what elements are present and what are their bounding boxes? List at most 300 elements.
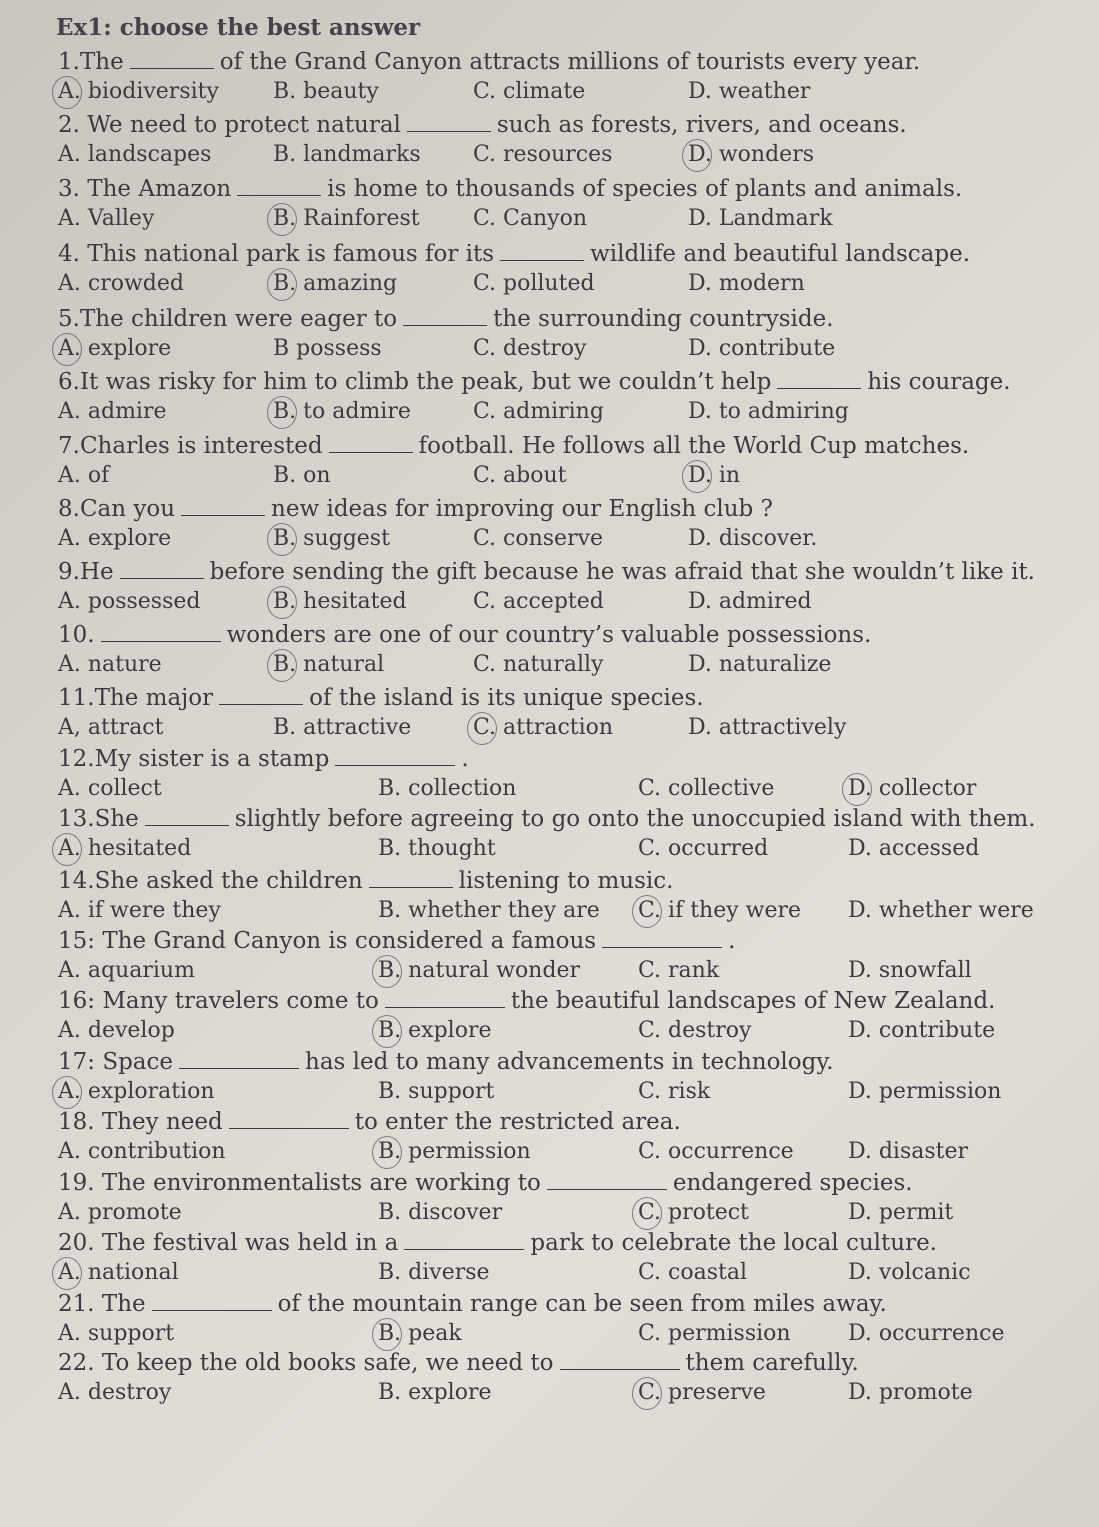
question-text-before-blank: 13.She	[58, 806, 139, 832]
selected-answer-circle	[267, 396, 297, 429]
question-text-before-blank: 14.She asked the children	[58, 868, 363, 894]
option-d[interactable]	[688, 206, 833, 231]
option-label: A. national	[58, 1260, 179, 1285]
option-b[interactable]	[378, 776, 516, 801]
option-b[interactable]	[273, 79, 379, 104]
option-label: C. conserve	[473, 526, 604, 551]
answer-blank[interactable]	[229, 1108, 349, 1129]
option-label: B. amazing	[273, 271, 398, 296]
question-text-after-blank: park to celebrate the local culture.	[530, 1230, 937, 1256]
question-19	[58, 1169, 1088, 1231]
option-label: C. coastal	[638, 1260, 748, 1285]
option-b[interactable]	[378, 1139, 531, 1164]
selected-answer-circle	[52, 1257, 82, 1290]
option-label: A. support	[58, 1321, 175, 1346]
answer-blank[interactable]	[602, 927, 722, 948]
question-12	[58, 745, 1088, 807]
option-label: B. Rainforest	[273, 206, 420, 231]
option-a[interactable]	[58, 1079, 215, 1104]
option-label: A. possessed	[58, 589, 201, 614]
option-label: C. collective	[638, 776, 775, 801]
option-label: C. attraction	[473, 715, 614, 740]
option-b[interactable]	[273, 336, 382, 361]
option-label: D. promote	[848, 1380, 973, 1405]
option-a[interactable]	[58, 142, 211, 167]
question-5	[58, 305, 1088, 367]
option-label: A. if were they	[58, 898, 221, 923]
option-b[interactable]	[273, 652, 384, 677]
option-d[interactable]	[848, 1260, 971, 1285]
selected-answer-circle	[372, 1136, 402, 1169]
option-label: B. to admire	[273, 399, 411, 424]
option-label: B. support	[378, 1079, 495, 1104]
option-d[interactable]	[848, 1380, 973, 1405]
option-c[interactable]	[473, 589, 604, 614]
option-d[interactable]	[848, 1079, 1001, 1104]
option-c[interactable]	[473, 206, 587, 231]
option-c[interactable]	[473, 652, 603, 677]
option-a[interactable]	[58, 526, 171, 551]
option-c[interactable]	[473, 271, 595, 296]
option-a[interactable]	[58, 206, 154, 231]
option-label: A. admire	[58, 399, 167, 424]
question-stem	[58, 240, 970, 267]
option-label: D. occurrence	[848, 1321, 1005, 1346]
question-text-before-blank: 21. The	[58, 1291, 146, 1317]
option-a[interactable]	[58, 652, 162, 677]
question-stem	[58, 495, 773, 522]
option-label: C. if they were	[638, 898, 802, 923]
answer-blank[interactable]	[404, 1229, 524, 1250]
option-label: D. whether were	[848, 898, 1034, 923]
question-stem	[58, 175, 962, 202]
question-text-before-blank: 11.The major	[58, 685, 214, 711]
answer-blank[interactable]	[130, 48, 214, 69]
question-text-after-blank: to enter the restricted area.	[354, 1109, 681, 1135]
selected-answer-circle	[52, 333, 82, 366]
question-stem	[58, 48, 920, 75]
question-stem	[58, 1048, 834, 1075]
selected-answer-circle	[267, 268, 297, 301]
question-stem	[58, 621, 871, 648]
question-text-after-blank: is home to thousands of species of plants and animals.	[327, 176, 963, 202]
selected-answer-circle	[267, 649, 297, 682]
option-a[interactable]	[58, 463, 109, 488]
answer-blank[interactable]	[369, 867, 453, 888]
option-c[interactable]	[638, 836, 768, 861]
question-text-after-blank: them carefully.	[685, 1350, 859, 1376]
question-16	[58, 987, 1088, 1049]
option-b[interactable]	[378, 1321, 462, 1346]
option-label: D. contribute	[848, 1018, 996, 1043]
option-b[interactable]	[273, 271, 397, 296]
option-label: C. resources	[473, 142, 613, 167]
question-text-after-blank: .	[728, 928, 736, 954]
question-stem	[58, 1108, 681, 1135]
option-d[interactable]	[848, 1139, 968, 1164]
question-text-before-blank: 17: Space	[58, 1049, 174, 1075]
question-text-before-blank: 7.Charles is interested	[58, 433, 323, 459]
option-label: C. risk	[638, 1079, 711, 1104]
option-c[interactable]	[473, 336, 586, 361]
option-d[interactable]	[848, 836, 979, 861]
selected-answer-circle	[52, 1076, 82, 1109]
question-text-after-blank: the surrounding countryside.	[493, 306, 834, 332]
option-d[interactable]	[688, 652, 831, 677]
option-a[interactable]	[58, 776, 162, 801]
question-text-before-blank: 10.	[58, 622, 95, 648]
answer-blank[interactable]	[120, 558, 204, 579]
option-label: C. climate	[473, 79, 586, 104]
answer-blank[interactable]	[329, 432, 413, 453]
option-label: A. landscapes	[58, 142, 212, 167]
option-c[interactable]	[638, 1139, 794, 1164]
question-stem	[58, 1290, 887, 1317]
option-a[interactable]	[58, 399, 167, 424]
option-a[interactable]	[58, 1200, 182, 1225]
question-text-after-blank: wonders are one of our country’s valuable possessions.	[226, 622, 872, 648]
question-stem	[58, 927, 735, 954]
option-c[interactable]	[638, 1380, 766, 1405]
question-stem	[58, 305, 834, 332]
option-label: C. polluted	[473, 271, 595, 296]
option-d[interactable]	[688, 399, 849, 424]
option-d[interactable]	[848, 1018, 995, 1043]
option-label: B. collection	[378, 776, 517, 801]
question-text-after-blank: of the Grand Canyon attracts millions of tourists every year.	[219, 49, 921, 75]
selected-answer-circle	[52, 76, 82, 109]
selected-answer-circle	[267, 203, 297, 236]
option-label: C. naturally	[473, 652, 604, 677]
option-label: A. contribution	[58, 1139, 226, 1164]
answer-blank[interactable]	[403, 305, 487, 326]
option-label: A. aquarium	[58, 958, 195, 983]
answer-blank[interactable]	[237, 175, 321, 196]
option-label: D. volcanic	[848, 1260, 971, 1285]
option-label: A. promote	[58, 1200, 182, 1225]
selected-answer-circle	[267, 586, 297, 619]
option-b[interactable]	[378, 958, 580, 983]
question-20	[58, 1229, 1088, 1291]
question-text-before-blank: 1.The	[58, 49, 124, 75]
option-label: B. explore	[378, 1380, 492, 1405]
answer-blank[interactable]	[101, 621, 221, 642]
option-label: B. natural	[273, 652, 385, 677]
option-a[interactable]	[58, 1018, 175, 1043]
question-text-before-blank: 6.It was risky for him to climb the peak, but we couldn’t help	[58, 369, 772, 395]
question-stem	[58, 745, 469, 772]
option-label: D. to admiring	[688, 399, 849, 424]
question-text-after-blank: endangered species.	[672, 1170, 913, 1196]
question-2	[58, 111, 1088, 173]
option-d[interactable]	[688, 463, 740, 488]
question-text-after-blank: the beautiful landscapes of New Zealand.	[510, 988, 996, 1014]
question-text-before-blank: 5.The children were eager to	[58, 306, 398, 332]
option-c[interactable]	[638, 776, 774, 801]
option-label: D. permission	[848, 1079, 1002, 1104]
option-a[interactable]	[58, 715, 163, 740]
option-c[interactable]	[473, 463, 567, 488]
option-label: B. beauty	[273, 79, 379, 104]
option-a[interactable]	[58, 336, 171, 361]
option-d[interactable]	[688, 715, 846, 740]
question-text-after-blank: of the island is its unique species.	[309, 685, 704, 711]
question-text-before-blank: 9.He	[58, 559, 114, 585]
question-stem	[58, 432, 969, 459]
answer-blank[interactable]	[500, 240, 584, 261]
option-b[interactable]	[378, 1260, 490, 1285]
option-d[interactable]	[688, 336, 835, 361]
option-label: D. discover.	[688, 526, 818, 551]
option-a[interactable]	[58, 1139, 226, 1164]
selected-answer-circle	[52, 833, 82, 866]
option-d[interactable]	[848, 1200, 953, 1225]
question-stem	[58, 1169, 913, 1196]
question-13	[58, 805, 1088, 867]
question-stem	[58, 111, 907, 138]
option-label: A. nature	[58, 652, 162, 677]
option-label: D. in	[688, 463, 741, 488]
option-b[interactable]	[273, 526, 390, 551]
option-label: B. hesitated	[273, 589, 407, 614]
question-text-before-blank: 4. This national park is famous for its	[58, 241, 495, 267]
answer-blank[interactable]	[179, 1048, 299, 1069]
option-label: C. rank	[638, 958, 720, 983]
option-label: B. attractive	[273, 715, 412, 740]
question-11	[58, 684, 1088, 746]
answer-blank[interactable]	[335, 745, 455, 766]
answer-blank[interactable]	[181, 495, 265, 516]
option-label: D. weather	[688, 79, 811, 104]
option-label: B. whether they are	[378, 898, 600, 923]
option-d[interactable]	[848, 898, 1034, 923]
option-b[interactable]	[273, 206, 420, 231]
question-4	[58, 240, 1088, 302]
question-stem	[58, 867, 673, 894]
question-14	[58, 867, 1088, 929]
question-stem	[58, 987, 995, 1014]
question-21	[58, 1290, 1088, 1352]
option-label: D. disaster	[848, 1139, 969, 1164]
question-18	[58, 1108, 1088, 1170]
option-c[interactable]	[473, 399, 604, 424]
question-stem	[58, 558, 1035, 585]
option-label: D. naturalize	[688, 652, 832, 677]
option-c[interactable]	[473, 526, 603, 551]
option-d[interactable]	[848, 776, 976, 801]
question-22	[58, 1349, 1088, 1411]
option-c[interactable]	[638, 1018, 751, 1043]
option-label: C. Canyon	[473, 206, 587, 231]
question-text-before-blank: 19. The environmentalists are working to	[58, 1170, 541, 1196]
question-text-after-blank: has led to many advancements in technology.	[305, 1049, 834, 1075]
option-a[interactable]	[58, 836, 191, 861]
option-b[interactable]	[378, 1018, 491, 1043]
option-label: D. Landmark	[688, 206, 833, 231]
option-label: B. peak	[378, 1321, 462, 1346]
option-label: B. discover	[378, 1200, 503, 1225]
option-label: C. admiring	[473, 399, 604, 424]
question-text-before-blank: 2. We need to protect natural	[58, 112, 401, 138]
option-label: C. occurrence	[638, 1139, 794, 1164]
option-d[interactable]	[688, 271, 805, 296]
option-label: D. admired	[688, 589, 812, 614]
question-stem	[58, 1229, 937, 1256]
question-text-after-blank: slightly before agreeing to go onto the unoccupied island with them.	[234, 806, 1036, 832]
option-b[interactable]	[273, 715, 411, 740]
option-label: D. attractively	[688, 715, 847, 740]
option-b[interactable]	[273, 463, 331, 488]
option-label: C. about	[473, 463, 567, 488]
option-label: D. collector	[848, 776, 977, 801]
option-b[interactable]	[273, 589, 407, 614]
answer-blank[interactable]	[547, 1169, 667, 1190]
selected-answer-circle	[467, 712, 497, 745]
option-label: C. protect	[638, 1200, 749, 1225]
selected-answer-circle	[632, 1377, 662, 1410]
selected-answer-circle	[632, 1197, 662, 1230]
option-label: D. wonders	[688, 142, 814, 167]
option-label: D. accessed	[848, 836, 980, 861]
question-text-before-blank: 20. The festival was held in a	[58, 1230, 399, 1256]
question-text-after-blank: of the mountain range can be seen from miles away.	[277, 1291, 887, 1317]
option-label: D. contribute	[688, 336, 836, 361]
option-label: D. permit	[848, 1200, 954, 1225]
question-text-before-blank: 15: The Grand Canyon is considered a famous	[58, 928, 597, 954]
answer-blank[interactable]	[407, 111, 491, 132]
option-label: A. Valley	[58, 206, 155, 231]
selected-answer-circle	[372, 1015, 402, 1048]
option-label: D. snowfall	[848, 958, 972, 983]
question-9	[58, 558, 1088, 620]
selected-answer-circle	[682, 139, 712, 172]
option-b[interactable]	[273, 142, 421, 167]
option-d[interactable]	[688, 526, 817, 551]
option-d[interactable]	[688, 142, 814, 167]
option-d[interactable]	[688, 589, 812, 614]
question-stem	[58, 684, 704, 711]
question-text-after-blank: football. He follows all the World Cup matches.	[418, 433, 970, 459]
option-label: B. explore	[378, 1018, 492, 1043]
question-10	[58, 621, 1088, 683]
option-label: B possess	[273, 336, 382, 361]
option-a[interactable]	[58, 1321, 174, 1346]
option-label: A. crowded	[58, 271, 184, 296]
answer-blank[interactable]	[152, 1290, 272, 1311]
question-15	[58, 927, 1088, 989]
option-label: A. hesitated	[58, 836, 192, 861]
option-label: C. destroy	[638, 1018, 752, 1043]
answer-blank[interactable]	[385, 987, 505, 1008]
option-label: A. destroy	[58, 1380, 172, 1405]
option-c[interactable]	[473, 715, 613, 740]
option-label: B. landmarks	[273, 142, 421, 167]
question-text-after-blank: his courage.	[867, 369, 1011, 395]
option-label: A, attract	[58, 715, 164, 740]
option-c[interactable]	[638, 1079, 710, 1104]
selected-answer-circle	[632, 895, 662, 928]
answer-blank[interactable]	[219, 684, 303, 705]
question-text-before-blank: 22. To keep the old books safe, we need to	[58, 1350, 554, 1376]
option-a[interactable]	[58, 79, 219, 104]
question-text-before-blank: 12.My sister is a stamp	[58, 746, 330, 772]
option-b[interactable]	[378, 1079, 494, 1104]
question-text-after-blank: .	[461, 746, 469, 772]
option-d[interactable]	[688, 79, 810, 104]
option-b[interactable]	[378, 898, 600, 923]
option-c[interactable]	[638, 898, 801, 923]
option-b[interactable]	[378, 836, 496, 861]
option-a[interactable]	[58, 271, 184, 296]
option-label: C. permission	[638, 1321, 791, 1346]
option-label: A. biodiversity	[58, 79, 219, 104]
question-stem	[58, 805, 1036, 832]
exercise-title: Ex1: choose the best answer	[56, 14, 421, 41]
option-label: C. occurred	[638, 836, 769, 861]
question-text-after-blank: before sending the gift because he was afraid that she wouldn’t like it.	[209, 559, 1035, 585]
option-c[interactable]	[638, 958, 719, 983]
option-c[interactable]	[638, 1200, 749, 1225]
option-b[interactable]	[273, 399, 411, 424]
option-a[interactable]	[58, 958, 195, 983]
option-a[interactable]	[58, 1260, 179, 1285]
option-label: C. destroy	[473, 336, 587, 361]
option-label: B. on	[273, 463, 331, 488]
option-label: A. exploration	[58, 1079, 215, 1104]
option-label: A. collect	[58, 776, 162, 801]
question-8	[58, 495, 1088, 557]
option-d[interactable]	[848, 958, 972, 983]
option-label: A. of	[58, 463, 110, 488]
option-label: C. preserve	[638, 1380, 766, 1405]
option-label: B. permission	[378, 1139, 531, 1164]
question-text-before-blank: 3. The Amazon	[58, 176, 232, 202]
option-b[interactable]	[378, 1200, 502, 1225]
option-a[interactable]	[58, 589, 200, 614]
answer-blank[interactable]	[560, 1349, 680, 1370]
question-1	[58, 48, 1088, 110]
option-c[interactable]	[638, 1321, 791, 1346]
option-c[interactable]	[638, 1260, 747, 1285]
question-text-before-blank: 8.Can you	[58, 496, 176, 522]
option-b[interactable]	[378, 1380, 491, 1405]
selected-answer-circle	[267, 523, 297, 556]
option-label: A. explore	[58, 336, 172, 361]
question-text-after-blank: new ideas for improving our English club ?	[271, 496, 773, 522]
answer-blank[interactable]	[145, 805, 229, 826]
option-c[interactable]	[473, 79, 585, 104]
question-text-before-blank: 18. They need	[58, 1109, 223, 1135]
option-a[interactable]	[58, 1380, 171, 1405]
question-text-after-blank: listening to music.	[458, 868, 674, 894]
answer-blank[interactable]	[777, 368, 861, 389]
question-6	[58, 368, 1088, 430]
option-label: B. natural wonder	[378, 958, 580, 983]
selected-answer-circle	[372, 1318, 402, 1351]
option-label: C. accepted	[473, 589, 604, 614]
option-c[interactable]	[473, 142, 612, 167]
option-label: A. explore	[58, 526, 172, 551]
option-d[interactable]	[848, 1321, 1004, 1346]
selected-answer-circle	[682, 460, 712, 493]
question-text-before-blank: 16: Many travelers come to	[58, 988, 379, 1014]
option-label: B. diverse	[378, 1260, 490, 1285]
selected-answer-circle	[372, 955, 402, 988]
option-label: D. modern	[688, 271, 805, 296]
question-17	[58, 1048, 1088, 1110]
option-a[interactable]	[58, 898, 221, 923]
selected-answer-circle	[842, 773, 872, 806]
